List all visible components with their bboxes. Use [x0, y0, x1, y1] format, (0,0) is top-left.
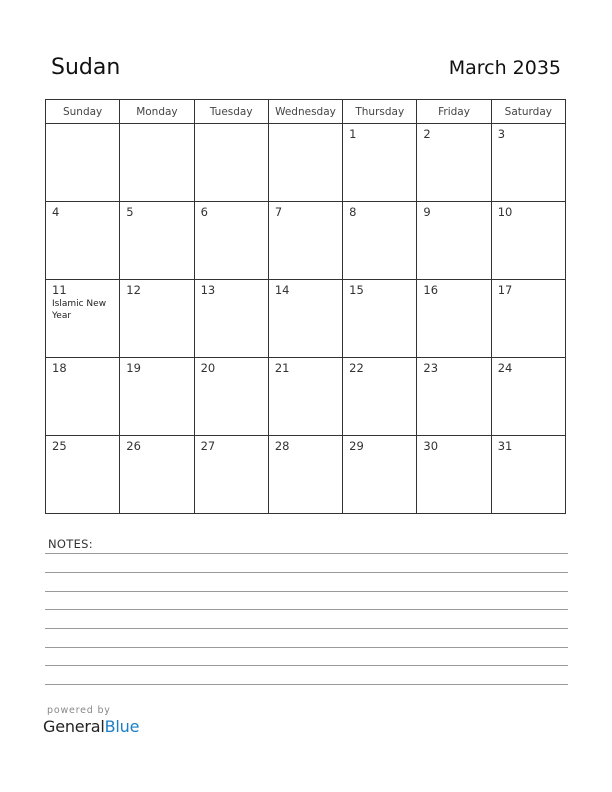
day-number: 19 [126, 361, 141, 375]
day-number: 30 [423, 439, 439, 453]
note-line [45, 628, 568, 629]
note-line [45, 647, 568, 648]
day-number [120, 124, 193, 127]
day-cell [194, 280, 268, 358]
day-cell [491, 436, 565, 514]
day-number: 23 [423, 361, 439, 375]
day-number: 11 [52, 283, 67, 297]
day-cell [46, 124, 120, 202]
week-row [46, 436, 566, 514]
day-number [195, 124, 268, 127]
day-cell [343, 436, 417, 514]
day-number: 2 [423, 127, 431, 141]
weekday-header: Tuesday [194, 100, 268, 124]
day-number: 27 [200, 439, 216, 453]
note-line [45, 665, 568, 666]
day-number: 7 [274, 205, 283, 219]
country-title: Sudan [51, 55, 121, 80]
weekday-header: Wednesday [268, 100, 342, 124]
day-number [269, 124, 342, 127]
week-row [46, 124, 566, 202]
day-number: 25 [52, 439, 67, 453]
day-cell [343, 124, 417, 202]
day-number: 8 [349, 205, 357, 219]
day-number: 1 [349, 127, 357, 141]
day-number: 26 [126, 439, 141, 453]
holiday-label: Islamic New Year [52, 299, 107, 321]
note-line [45, 553, 568, 554]
weekday-header: Monday [120, 100, 194, 124]
week-row [46, 358, 566, 436]
weekday-header-row [46, 100, 566, 124]
day-number: 20 [200, 361, 216, 375]
brand-blue: Blue [104, 717, 140, 736]
day-cell [46, 280, 120, 358]
day-number: 3 [497, 127, 506, 141]
day-number: 14 [274, 283, 290, 297]
day-cell [120, 124, 194, 202]
day-number [46, 124, 119, 127]
day-cell [194, 202, 268, 280]
day-cell [194, 124, 268, 202]
note-line [45, 609, 568, 610]
day-cell [343, 202, 417, 280]
brand-logo [43, 717, 139, 736]
day-number: 18 [52, 361, 67, 375]
note-line [45, 684, 568, 685]
day-number: 31 [497, 439, 513, 453]
day-number: 5 [126, 205, 134, 219]
day-cell [491, 358, 565, 436]
day-cell [417, 124, 491, 202]
note-line [45, 591, 568, 592]
weekday-header: Friday [417, 100, 491, 124]
day-cell [417, 358, 491, 436]
day-cell [491, 280, 565, 358]
day-cell [491, 124, 565, 202]
day-cell [120, 202, 194, 280]
day-number: 9 [423, 205, 431, 219]
day-cell [417, 436, 491, 514]
calendar-grid [45, 99, 566, 514]
day-number: 15 [349, 283, 364, 297]
day-cell [268, 358, 342, 436]
day-cell [268, 280, 342, 358]
day-cell [268, 436, 342, 514]
day-cell [120, 280, 194, 358]
day-number: 12 [126, 283, 141, 297]
day-number: 28 [274, 439, 290, 453]
powered-by-text: powered by [47, 705, 111, 716]
day-number: 29 [349, 439, 364, 453]
day-number: 22 [349, 361, 364, 375]
brand-general: General [43, 717, 105, 736]
day-number: 10 [497, 205, 513, 219]
day-cell [46, 436, 120, 514]
month-year-title: March 2035 [448, 57, 561, 79]
day-cell [120, 436, 194, 514]
day-number: 13 [200, 283, 216, 297]
weekday-header: Thursday [343, 100, 417, 124]
weekday-header: Saturday [491, 100, 565, 124]
day-cell [417, 280, 491, 358]
note-line [45, 572, 568, 573]
day-cell [46, 202, 120, 280]
day-cell [491, 202, 565, 280]
day-cell [268, 124, 342, 202]
day-number: 4 [52, 205, 60, 219]
day-cell [343, 358, 417, 436]
day-cell [417, 202, 491, 280]
day-number: 16 [423, 283, 439, 297]
day-cell [268, 202, 342, 280]
day-cell [120, 358, 194, 436]
day-cell [343, 280, 417, 358]
day-number: 6 [200, 205, 208, 219]
notes-label: NOTES: [48, 537, 93, 551]
week-row [46, 202, 566, 280]
day-number: 17 [497, 283, 513, 297]
day-number: 24 [497, 361, 513, 375]
day-cell [194, 358, 268, 436]
day-cell [194, 436, 268, 514]
week-row [46, 280, 566, 358]
weekday-header: Sunday [46, 100, 120, 124]
day-number: 21 [274, 361, 290, 375]
day-cell [46, 358, 120, 436]
